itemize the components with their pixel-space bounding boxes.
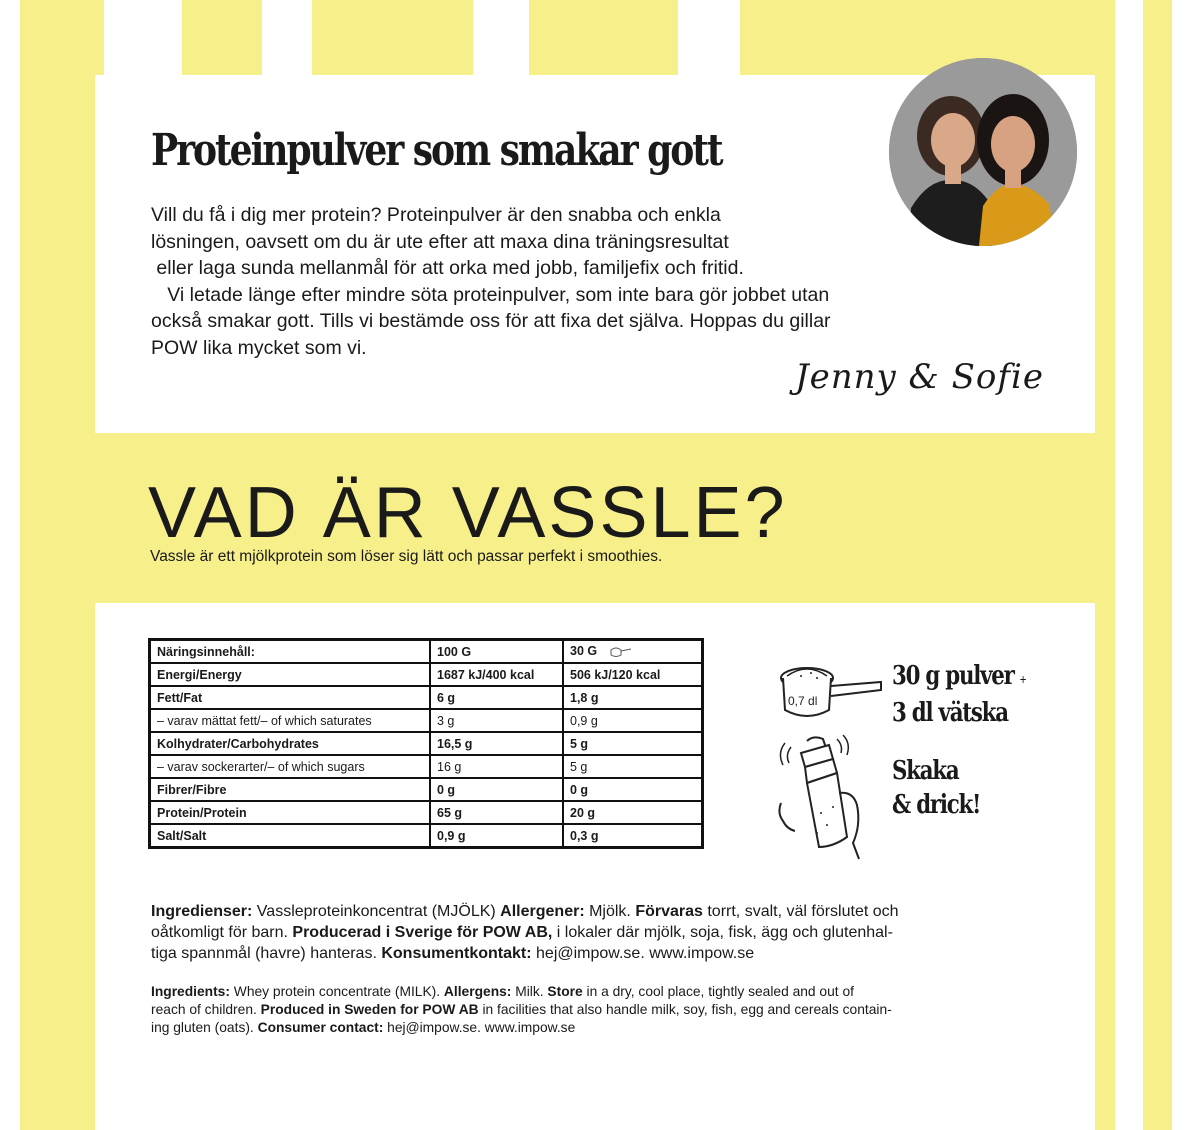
label-allergens: Allergens: (443, 984, 512, 999)
intro-line: POW lika mycket som vi. (151, 336, 367, 359)
bg-stripe (678, 0, 740, 75)
table-cell: 0 g (430, 778, 563, 801)
ingredients-line (151, 1019, 1051, 1037)
table-cell: Fett/Fat (150, 686, 431, 709)
table-cell: – varav sockerarter/– of which sugars (150, 755, 431, 778)
info-card (95, 603, 1095, 1130)
intro-line: också smakar gott. Tills vi bestämde oss för att fixa det själva. Hoppas du gillar (151, 310, 831, 332)
table-row (150, 732, 703, 755)
scoop-icon (609, 645, 633, 659)
shake-label: Skaka (892, 756, 959, 786)
ingredients-line (151, 922, 1051, 943)
table-cell: 5 g (563, 755, 703, 778)
table-cell: 16 g (430, 755, 563, 778)
plus-sign: + (1019, 671, 1027, 687)
table-row (150, 801, 703, 824)
intro-line: Vi letade länge efter mindre söta proteinpulver, som inte bara gör jobbet utan (151, 283, 830, 306)
measuring-scoop-icon (777, 658, 887, 728)
intro-text (151, 202, 1031, 361)
label-ingredients: Ingredients: (151, 984, 230, 999)
ingredients-line (151, 983, 1051, 1001)
table-header-cell: Näringsinnehåll: (150, 640, 431, 664)
label-storage: Store (547, 984, 583, 999)
table-cell: 3 g (430, 709, 563, 732)
section-title: VAD ÄR VASSLE? (148, 473, 788, 553)
table-header-cell: 100 G (430, 640, 563, 664)
bg-stripe (473, 0, 529, 75)
text-ingredients: Whey protein concentrate (MILK). (229, 984, 444, 999)
text-allergens: Milk. (511, 984, 548, 999)
founders-photo (889, 58, 1077, 246)
ingredients-line (151, 943, 1051, 964)
shaker-hand-icon (777, 733, 867, 863)
table-row (150, 663, 703, 686)
instruction-powder (892, 659, 1027, 730)
table-cell: 0 g (563, 778, 703, 801)
text-facility-cont: ing gluten (oats). (151, 1020, 258, 1035)
text-contact: hej@impow.se. www.impow.se (383, 1020, 576, 1035)
ingredients-swedish (151, 901, 1051, 964)
text-storage: torrt, svalt, väl förslutet och (702, 903, 899, 920)
table-cell: 0,3 g (563, 824, 703, 848)
bg-stripe (1172, 0, 1186, 1130)
bg-stripe (1115, 0, 1143, 1130)
bg-stripe (0, 0, 20, 1130)
text-facility: in facilities that also handle milk, soy, fish, egg and cereals contain- (478, 1002, 892, 1017)
table-cell: 6 g (430, 686, 563, 709)
bg-stripe (262, 0, 312, 75)
instruction-shake (892, 754, 980, 822)
text-contact: hej@impow.se. www.impow.se (531, 945, 755, 962)
table-cell: 1687 kJ/400 kcal (430, 663, 563, 686)
ingredients-line (151, 1001, 1051, 1019)
bg-stripe (104, 0, 182, 75)
founders-photo-art (889, 58, 1077, 246)
table-cell: 5 g (563, 732, 703, 755)
text-storage: in a dry, cool place, tightly sealed and out of (582, 984, 854, 999)
table-cell: 0,9 g (430, 824, 563, 848)
intro-line: eller laga sunda mellanmål för att orka med jobb, familjefix och fritid. (151, 257, 744, 279)
powder-amount: 30 g pulver (892, 661, 1014, 691)
label-contact: Consumer contact: (257, 1020, 384, 1035)
text-facility-cont: tiga spannmål (havre) hanteras. (151, 945, 382, 962)
text-facility: i lokaler där mjölk, soja, fisk, ägg och glutenhal- (552, 924, 893, 941)
table-cell: Fibrer/Fibre (150, 778, 431, 801)
table-cell: 506 kJ/120 kcal (563, 663, 703, 686)
table-cell: 1,8 g (563, 686, 703, 709)
label-allergens: Allergener: (500, 903, 585, 920)
table-cell: 0,9 g (563, 709, 703, 732)
liquid-amount: 3 dl vätska (892, 698, 1008, 728)
section-subtitle: Vassle är ett mjölkprotein som löser sig lätt och passar perfekt i smoothies. (150, 548, 663, 565)
intro-heading: Proteinpulver som smakar gott (151, 125, 722, 176)
text-allergens: Mjölk. (584, 903, 636, 920)
table-cell: 20 g (563, 801, 703, 824)
nutrition-table (148, 638, 704, 849)
text-storage-cont: reach of children. (151, 1002, 261, 1017)
table-cell: Salt/Salt (150, 824, 431, 848)
ingredients-english (151, 983, 1051, 1037)
scoop-volume-label: 0,7 dl (788, 694, 818, 708)
text-storage-cont: oåtkomligt för barn. (151, 924, 293, 941)
label-ingredients: Ingredienser: (151, 903, 253, 920)
table-row (150, 755, 703, 778)
drink-label: & drick! (892, 790, 981, 820)
table-header-label: 30 G (570, 644, 598, 659)
label-producer: Produced in Sweden for POW AB (260, 1002, 479, 1017)
table-cell: 65 g (430, 801, 563, 824)
table-cell: – varav mättat fett/– of which saturates (150, 709, 431, 732)
table-row (150, 686, 703, 709)
table-cell: Protein/Protein (150, 801, 431, 824)
label-contact: Konsumentkontakt: (381, 945, 532, 962)
label-storage: Förvaras (635, 903, 703, 920)
table-cell: Kolhydrater/Carbohydrates (150, 732, 431, 755)
table-cell: 16,5 g (430, 732, 563, 755)
table-cell: Energi/Energy (150, 663, 431, 686)
intro-line: lösningen, oavsett om du är ute efter att maxa dina träningsresultat (151, 230, 729, 253)
ingredients-line (151, 901, 1051, 922)
table-row (150, 824, 703, 848)
signature: Jenny & Sofie (795, 357, 1044, 397)
text-ingredients: Vassleproteinkoncentrat (MJÖLK) (252, 903, 501, 920)
table-header-cell (563, 640, 703, 664)
table-row (150, 709, 703, 732)
table-header-row (150, 640, 703, 664)
intro-line: Vill du få i dig mer protein? Proteinpulver är den snabba och enkla (151, 204, 721, 226)
label-producer: Producerad i Sverige för POW AB, (292, 924, 553, 941)
table-row (150, 778, 703, 801)
